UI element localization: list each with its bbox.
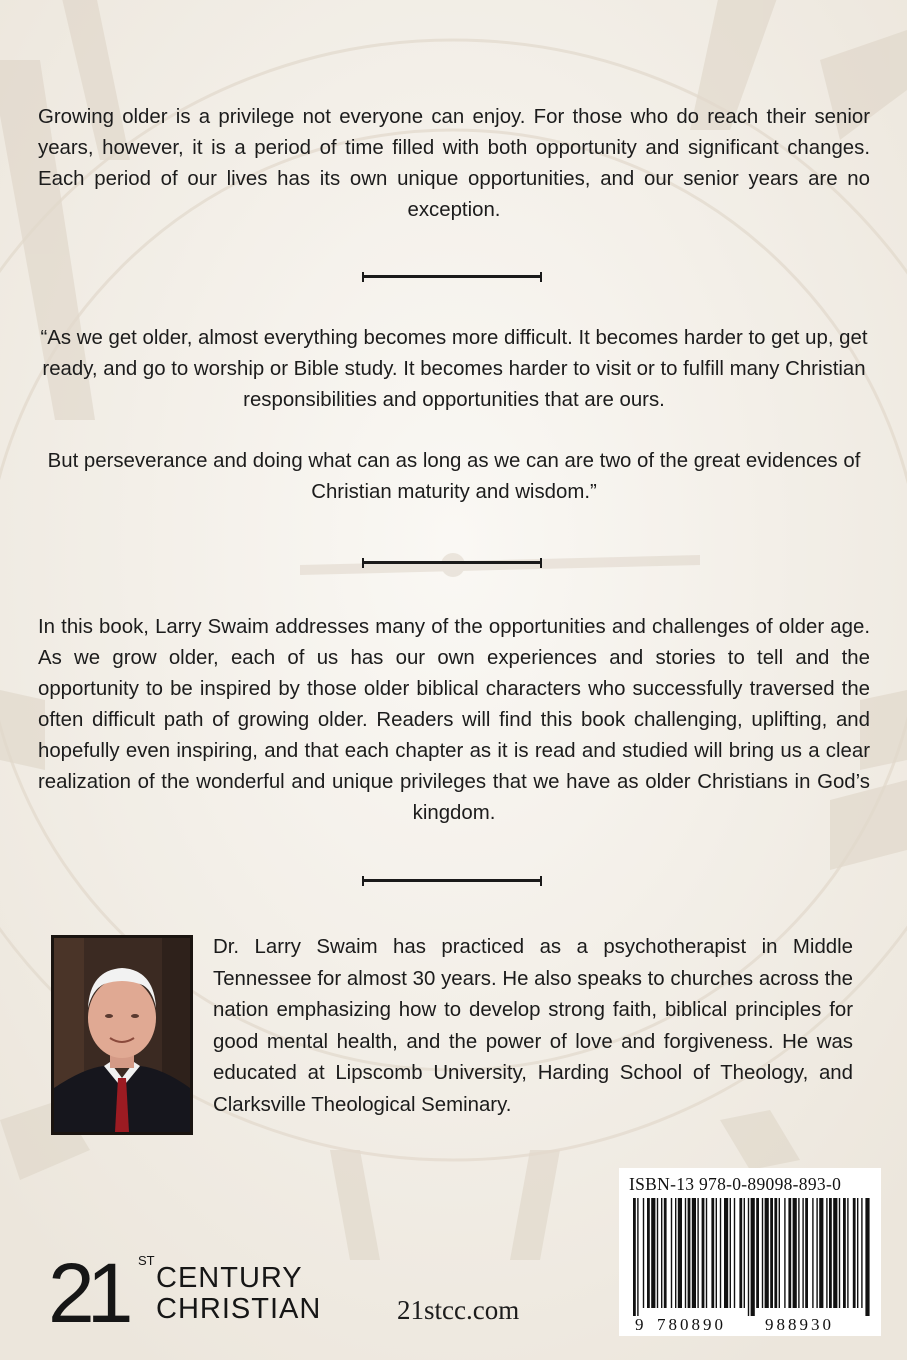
publisher-logo bbox=[48, 1248, 328, 1338]
logo-number: 21 bbox=[48, 1246, 126, 1340]
barcode-bar bbox=[779, 1198, 780, 1308]
barcode-bar bbox=[716, 1198, 717, 1308]
quote-paragraph-1: “As we get older, almost everything becomes more difficult. It becomes harder to get up, get ready, and go to worship or Bible study. It becomes harder to visit or to fulfill many Christian responsibilities and opportunities that are ours. bbox=[40, 327, 868, 411]
barcode-bar bbox=[671, 1198, 672, 1308]
barcode-bar bbox=[857, 1198, 858, 1308]
barcode-bar bbox=[637, 1198, 638, 1316]
barcode-bar bbox=[685, 1198, 686, 1308]
barcode-bar bbox=[678, 1198, 682, 1308]
barcode-bar bbox=[702, 1198, 705, 1308]
barcode-bar bbox=[802, 1198, 803, 1308]
barcode-bar bbox=[730, 1198, 731, 1308]
barcode-bar bbox=[711, 1198, 714, 1308]
section-divider bbox=[362, 272, 542, 282]
barcode-bar bbox=[739, 1198, 742, 1308]
barcode-bar bbox=[744, 1198, 745, 1308]
barcode-bar bbox=[734, 1198, 735, 1308]
barcode-bar bbox=[798, 1198, 799, 1308]
barcode-bar bbox=[833, 1198, 837, 1308]
barcode-bar bbox=[762, 1198, 763, 1308]
barcode-bar bbox=[847, 1198, 848, 1308]
summary-paragraph: In this book, Larry Swaim addresses many of the opportunities and challenges of older age. As we grow older, each of us has our own experiences and stories to tell and the opportunity to be inspired by those older biblical characters who successfully traversed the often difficult path of growing older. Readers will find this book challenging, uplifting, and hopefully even inspiring, and that each chapter as it is read and studied will bring us a clear realization of the wonderful and unique privileges that we have as older Christians in God’s kingdom. bbox=[38, 616, 870, 824]
isbn-barcode bbox=[619, 1168, 881, 1336]
barcode-bar bbox=[819, 1198, 823, 1308]
barcode-bar bbox=[748, 1198, 749, 1316]
barcode-bar bbox=[651, 1198, 655, 1308]
barcode-bar bbox=[788, 1198, 791, 1308]
barcode-bar bbox=[829, 1198, 832, 1308]
logo-superscript: ST bbox=[138, 1253, 155, 1268]
logo-christian: CHRISTIAN bbox=[156, 1293, 322, 1325]
logo-century: CENTURY bbox=[156, 1262, 303, 1294]
barcode-digits-right: 988930 bbox=[765, 1315, 834, 1334]
barcode-bar bbox=[784, 1198, 785, 1308]
barcode-bar bbox=[661, 1198, 662, 1308]
barcode-bar bbox=[706, 1198, 707, 1308]
barcode-bar bbox=[643, 1198, 644, 1308]
barcode-bar bbox=[839, 1198, 840, 1308]
author-bio: Dr. Larry Swaim has practiced as a psychotherapist in Middle Tennessee for almost 30 years. He also speaks to churches across the nation emphasizing how to develop strong faith, biblical principles for good mental health, and the power of love and forgiveness. He was educated at Lipscomb University, Harding School of Theology, and Clarksville Theological Seminary. bbox=[213, 936, 853, 1116]
section-divider bbox=[362, 876, 542, 886]
barcode-bar bbox=[633, 1198, 636, 1316]
barcode-bar bbox=[843, 1198, 846, 1308]
section-divider bbox=[362, 558, 542, 568]
barcode-bar bbox=[675, 1198, 676, 1308]
barcode-digit-lead: 9 bbox=[635, 1315, 644, 1334]
barcode-bar bbox=[853, 1198, 856, 1308]
barcode-bar bbox=[826, 1198, 827, 1308]
barcode-bar bbox=[770, 1198, 773, 1308]
barcode-bar bbox=[647, 1198, 650, 1308]
barcode-bar bbox=[751, 1198, 755, 1316]
barcode-bar bbox=[688, 1198, 691, 1308]
barcode-bar bbox=[774, 1198, 777, 1308]
barcode-bar bbox=[805, 1198, 808, 1308]
barcode-bar bbox=[657, 1198, 658, 1308]
barcode-bars bbox=[619, 1168, 881, 1336]
barcode-bar bbox=[765, 1198, 769, 1308]
barcode-bar bbox=[812, 1198, 813, 1308]
barcode-bar bbox=[697, 1198, 698, 1308]
isbn-label: ISBN-13 978-0-89098-893-0 bbox=[629, 1174, 842, 1194]
barcode-bar bbox=[664, 1198, 667, 1308]
barcode-bar bbox=[793, 1198, 797, 1308]
author-photo bbox=[51, 935, 193, 1135]
barcode-bar bbox=[724, 1198, 728, 1308]
barcode-bar bbox=[692, 1198, 696, 1308]
barcode-digits-left: 780890 bbox=[657, 1315, 726, 1334]
barcode-bar bbox=[720, 1198, 721, 1308]
barcode-bar bbox=[756, 1198, 759, 1308]
barcode-bar bbox=[865, 1198, 869, 1316]
intro-paragraph: Growing older is a privilege not everyone can enjoy. For those who do reach their senior years, however, it is a period of time filled with both opportunity and significant changes. Each period of our lives has its own unique opportunities, and our senior years are no exception. bbox=[38, 106, 870, 221]
barcode-bar bbox=[816, 1198, 817, 1308]
quote-paragraph-2: But perseverance and doing what can as long as we can are two of the great evidences of Christian maturity and wisdom.” bbox=[47, 450, 861, 503]
barcode-bar bbox=[861, 1198, 862, 1308]
publisher-website: 21stcc.com bbox=[397, 1295, 520, 1325]
